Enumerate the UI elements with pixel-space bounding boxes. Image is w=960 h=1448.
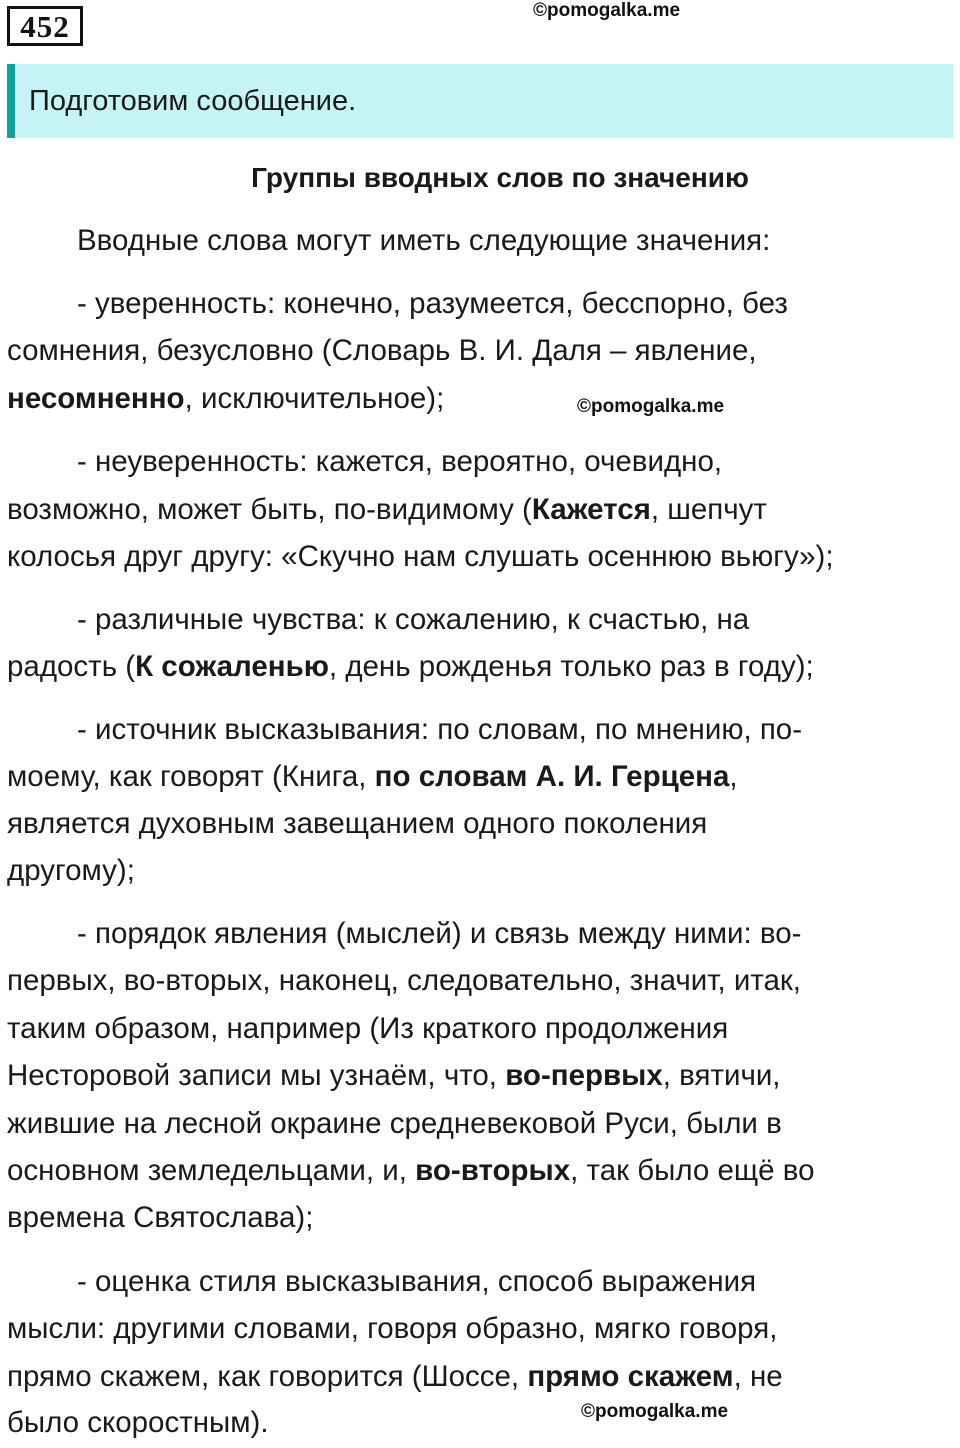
bold-example: во-вторых — [415, 1154, 571, 1187]
text-line: жившие на лесной окраине средневековой Руси, были в — [7, 1107, 782, 1140]
bold-example: во-первых — [505, 1059, 663, 1092]
text-line: - порядок явления (мыслей) и связь между ними: во- — [77, 917, 802, 950]
text-line: времена Святослава); — [7, 1201, 314, 1234]
instruction-banner — [7, 64, 953, 138]
text-fragment: Несторовой записи мы узнаём, что, — [7, 1059, 506, 1092]
text-fragment: прямо скажем, как говорится (Шоссе, — [7, 1360, 528, 1393]
text-fragment: , — [729, 760, 738, 793]
text-line: - неуверенность: кажется, вероятно, очевидно, — [77, 445, 723, 478]
text-fragment: основном земледельцами, и, — [7, 1154, 416, 1187]
text-line: другому); — [7, 854, 135, 887]
text-fragment: , не — [733, 1360, 783, 1393]
text-line: было скоростным). — [7, 1406, 269, 1439]
text-line: первых, во-вторых, наконец, следовательно, значит, итак, — [7, 964, 802, 997]
intro-line: Вводные слова могут иметь следующие значения: — [77, 224, 771, 257]
bold-example: прямо скажем — [527, 1360, 734, 1393]
text-line — [7, 1151, 815, 1191]
text-fragment: , так было ещё во — [570, 1154, 815, 1187]
text-fragment: радость ( — [7, 650, 136, 683]
text-line: сомнения, безусловно (Словарь В. И. Даля – явление, — [7, 334, 757, 367]
bold-example: несомненно — [7, 382, 185, 415]
text-line — [7, 647, 814, 687]
bold-example: Кажется — [531, 493, 651, 526]
page-title: Группы вводных слов по значению — [251, 162, 749, 193]
text-fragment: , вятичи, — [662, 1059, 781, 1092]
text-line — [7, 1357, 783, 1397]
text-line — [7, 490, 767, 530]
text-line: мысли: другими словами, говоря образно, мягко говоря, — [7, 1312, 778, 1345]
text-line — [7, 1056, 781, 1096]
text-line: таким образом, например (Из краткого продолжения — [7, 1012, 729, 1045]
text-line — [7, 379, 444, 419]
text-fragment: моему, как говорят (Книга, — [7, 760, 375, 793]
banner-text: Подготовим сообщение. — [29, 85, 357, 117]
bold-example: по словам А. И. Герцена — [374, 760, 730, 793]
watermark-top: ©pomogalka.me — [533, 0, 681, 21]
text-line: - различные чувства: к сожалению, к счастью, на — [77, 603, 750, 636]
watermark-middle: ©pomogalka.me — [577, 396, 725, 417]
text-line — [7, 757, 738, 797]
text-fragment: , исключительное); — [184, 382, 445, 415]
text-fragment: , день рожденья только раз в году); — [328, 650, 814, 683]
text-line: является духовным завещанием одного поколения — [7, 807, 708, 840]
bold-example: К сожаленью — [135, 650, 329, 683]
text-fragment: возможно, может быть, по-видимому ( — [7, 493, 532, 526]
text-fragment: , шепчут — [650, 493, 767, 526]
text-line: - уверенность: конечно, разумеется, бесспорно, без — [77, 287, 788, 320]
text-line: - источник высказывания: по словам, по мнению, по- — [77, 713, 803, 746]
task-number: 452 — [7, 6, 83, 46]
text-line: - оценка стиля высказывания, способ выражения — [77, 1265, 757, 1298]
text-line: колосья друг другу: «Скучно нам слушать осеннюю вьюгу»); — [7, 540, 834, 573]
watermark-bottom: ©pomogalka.me — [581, 1401, 729, 1422]
